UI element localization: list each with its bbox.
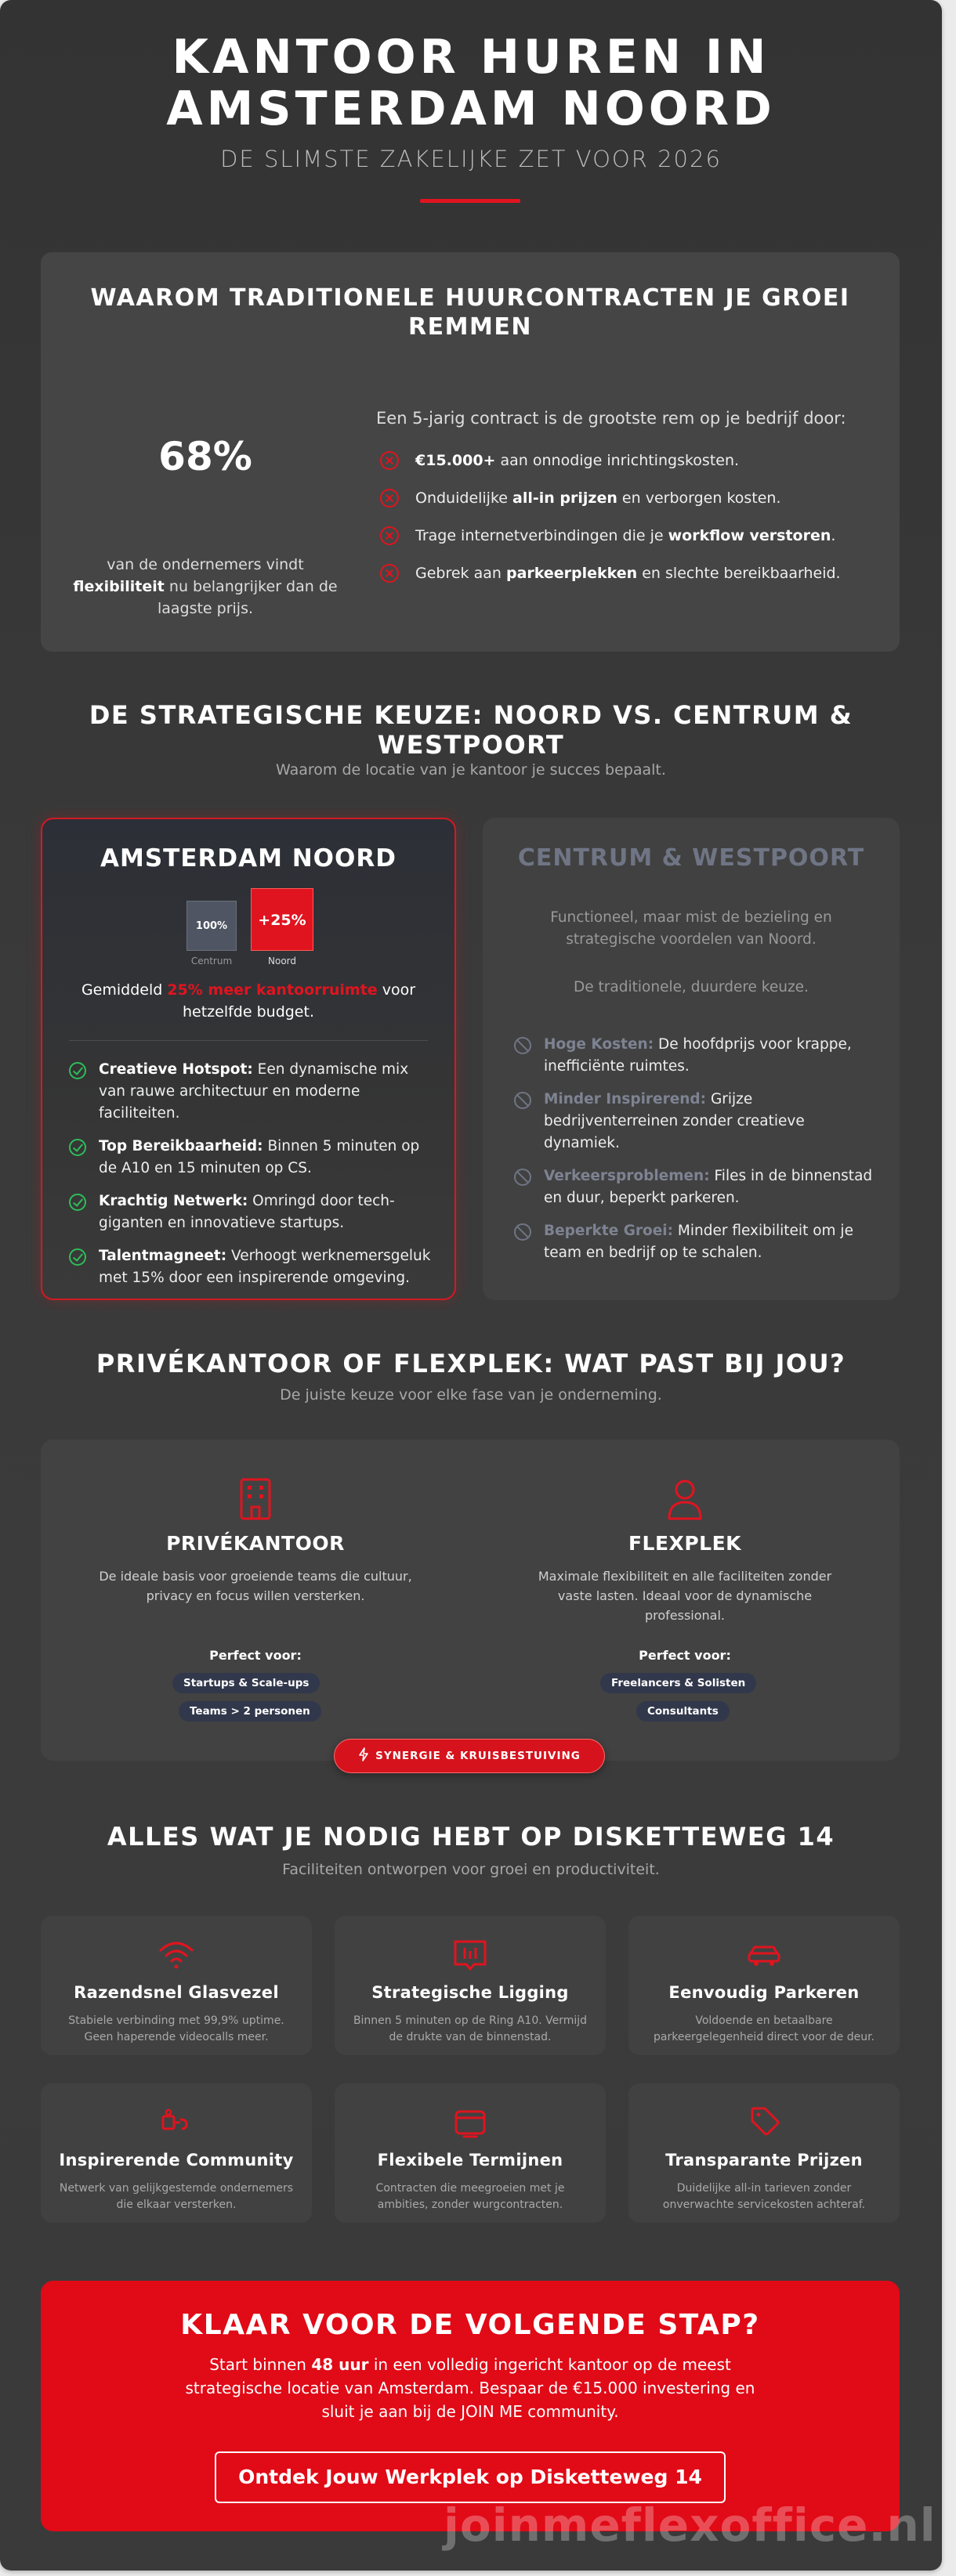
pain-post: en verborgen kosten. — [617, 490, 781, 507]
bolt-icon — [358, 1747, 369, 1761]
ban-icon — [514, 1037, 531, 1054]
tag-pill: Startups & Scale-ups — [172, 1673, 320, 1693]
stat-bold: flexibiliteit — [73, 578, 165, 595]
drawback-text: De hoofdprijs voor krappe, inefficiënte ruimtes. — [544, 1036, 852, 1075]
facility-card — [41, 2083, 312, 2223]
drawback-item — [514, 1165, 882, 1209]
drawback-item — [514, 1220, 882, 1264]
pain-bold: parkeerplekken — [505, 565, 638, 582]
option-description: Maximale flexibiliteit en alle faciliteiten zonder vaste lasten. Ideaal voor de dynamische professional. — [538, 1569, 832, 1623]
facility-card — [628, 1916, 900, 2055]
facilities-title: ALLES WAT JE NODIG HEBT OP DISKETTEWEG 14 — [107, 1822, 835, 1852]
pain-bold: all-in prijzen — [512, 490, 617, 507]
facility-title: Razendsnel Glasvezel — [74, 1983, 279, 2002]
drawback-bold: Hoge Kosten: — [544, 1036, 654, 1053]
benefit-bold: Krachtig Netwerk: — [99, 1193, 248, 1209]
problem-intro: Een 5-jarig contract is de grootste rem op je bedrijf door: — [376, 409, 846, 428]
avg-post: voor hetzelfde budget. — [182, 981, 416, 1021]
building-icon — [235, 1477, 276, 1521]
ban-icon — [514, 1169, 531, 1186]
drawback-bold: Minder Inspirerend: — [544, 1091, 707, 1107]
user-icon — [664, 1477, 705, 1521]
ban-icon — [514, 1223, 531, 1241]
check-circle-icon — [69, 1248, 86, 1266]
strategic-subtitle: Waarom de locatie van je kantoor je succes bepaalt. — [276, 761, 666, 779]
benefit-item — [69, 1136, 437, 1180]
hero-title-line1: KANTOOR HUREN IN — [172, 30, 770, 85]
workspace-card — [41, 1440, 900, 1761]
strategic-title: DE STRATEGISCHE KEUZE: NOORD VS. CENTRUM & WESTPOORT — [89, 700, 853, 760]
benefit-item — [69, 1190, 437, 1234]
centrum-card — [483, 818, 900, 1300]
drawback-item — [514, 1089, 882, 1154]
synergy-badge — [334, 1739, 605, 1773]
cta-section — [41, 2281, 900, 2531]
facility-title: Strategische Ligging — [371, 1983, 569, 2002]
stat-value: 68% — [158, 434, 252, 479]
perfect-label: Perfect voor: — [209, 1648, 302, 1663]
facility-title: Flexibele Termijnen — [377, 2151, 563, 2170]
facility-title: Transparante Prijzen — [665, 2151, 863, 2170]
pain-bold: workflow verstoren — [668, 527, 831, 544]
drawback-text: Files in de binnenstad en duur, beperkt parkeren. — [544, 1168, 873, 1206]
option-title: FLEXPLEK — [628, 1532, 742, 1555]
x-circle-icon — [380, 564, 399, 583]
noord-title: AMSTERDAM NOORD — [100, 844, 397, 873]
benefit-item — [69, 1245, 437, 1289]
option-description: De ideale basis voor groeiende teams die cultuur, privacy en focus willen versterken. — [99, 1569, 412, 1603]
facility-card — [335, 1916, 606, 2055]
tag-pill: Freelancers & Solisten — [600, 1673, 756, 1693]
benefit-text: Binnen 5 minuten op de A10 en 15 minuten op CS. — [99, 1138, 420, 1176]
facility-description: Stabiele verbinding met 99,9% uptime. Geen haperende videocalls meer. — [68, 2014, 284, 2043]
facility-description: Netwerk van gelijkgestemde ondernemers die elkaar versterken. — [59, 2182, 294, 2211]
x-circle-icon — [380, 526, 399, 545]
drawback-bold: Beperkte Groei: — [544, 1223, 674, 1239]
noord-benefits — [69, 1059, 437, 1300]
cta-button[interactable]: Ontdek Jouw Werkplek op Disketteweg 14 — [215, 2451, 726, 2503]
cta-text-pre: Start binnen — [209, 2355, 312, 2374]
pain-post: en slechte bereikbaarheid. — [637, 565, 841, 582]
facility-title: Eenvoudig Parkeren — [668, 1983, 860, 2002]
centrum-title: CENTRUM & WESTPOORT — [517, 844, 865, 872]
hero-title — [0, 31, 942, 135]
benefit-item — [69, 1059, 437, 1125]
perfect-label: Perfect voor: — [639, 1648, 731, 1663]
workspace-subtitle: De juiste keuze voor elke fase van je onderneming. — [280, 1386, 662, 1404]
facility-card — [41, 1916, 312, 2055]
centrum-description: Functioneel, maar mist de bezieling en strategische voordelen van Noord. — [550, 909, 832, 948]
facilities-subtitle: Faciliteiten ontworpen voor groei en productiviteit. — [282, 1861, 660, 1878]
drawback-item — [514, 1034, 882, 1078]
check-circle-icon — [69, 1062, 86, 1079]
check-circle-icon — [69, 1194, 86, 1211]
check-circle-icon — [69, 1139, 86, 1156]
stat-post: nu belangrijker dan de laagste prijs. — [157, 578, 338, 617]
benefit-bold: Top Bereikbaarheid: — [99, 1138, 263, 1154]
centrum-drawbacks — [514, 1034, 882, 1275]
noord-card — [41, 818, 456, 1300]
pain-item — [376, 562, 878, 600]
pain-pre: Gebrek aan — [415, 565, 506, 582]
noord-divider — [69, 1040, 428, 1041]
facility-title: Inspirerende Community — [59, 2151, 294, 2170]
facility-description: Duidelijke all-in tarieven zonder onverwachte servicekosten achteraf. — [662, 2182, 866, 2211]
facility-description: Voldoende en betaalbare parkeergelegenheid direct voor de deur. — [654, 2014, 875, 2043]
avg-pre: Gemiddeld — [81, 981, 168, 999]
hero-subtitle: DE SLIMSTE ZAKELIJKE ZET VOOR 2026 — [220, 146, 722, 172]
benefit-bold: Talentmagneet: — [99, 1248, 227, 1264]
cta-text-post: in een volledig ingericht kantoor op de meest strategische locatie van Amsterdam. Bespaar de €15.000 investering en sluit je aan bij de JOIN ME community. — [185, 2355, 755, 2421]
car-icon — [744, 1938, 784, 1972]
pain-item — [376, 487, 878, 525]
benefit-text: Verhoogt werknemersgeluk met 15% door een inspirerende omgeving. — [99, 1248, 431, 1286]
tag-pill: Teams > 2 personen — [179, 1701, 321, 1722]
ban-icon — [514, 1092, 531, 1109]
drawback-bold: Verkeersproblemen: — [544, 1168, 710, 1184]
cta-text-bold: 48 uur — [311, 2355, 369, 2374]
facility-card — [335, 2083, 606, 2223]
pain-bold: €15.000+ — [415, 452, 496, 469]
drawback-text: Minder flexibiliteit om je team en bedrijf op te schalen. — [544, 1223, 853, 1261]
hero-divider — [420, 199, 520, 203]
facility-description: Binnen 5 minuten op de Ring A10. Vermijd de drukte van de binnenstad. — [353, 2014, 588, 2043]
wifi-icon — [157, 1938, 196, 1972]
bar-noord-label: Noord — [268, 956, 296, 966]
option-title: PRIVÉKANTOOR — [166, 1532, 345, 1555]
benefit-bold: Creatieve Hotspot: — [99, 1061, 253, 1078]
hero-title-line2: AMSTERDAM NOORD — [166, 81, 776, 136]
problem-title: WAAROM TRADITIONELE HUURCONTRACTEN JE GROEI REMMEN — [90, 284, 850, 341]
avg-highlight: 25% meer kantoorruimte — [167, 981, 378, 999]
pain-item — [376, 525, 878, 562]
tag-icon — [744, 2105, 784, 2140]
watermark: joinmeflexoffice.nl — [444, 2498, 936, 2552]
problem-card — [41, 252, 900, 652]
bar-centrum-label: Centrum — [190, 956, 233, 966]
stat-pre: van de ondernemers vindt — [107, 556, 304, 573]
noord-average — [74, 979, 423, 1023]
facility-card — [628, 2083, 900, 2223]
bar-noord: +25% — [251, 888, 313, 951]
facility-description: Contracten die meegroeien met je ambities, zonder wurgcontracten. — [375, 2182, 565, 2211]
pain-list — [376, 450, 878, 600]
x-circle-icon — [380, 451, 399, 470]
pain-item — [376, 450, 878, 487]
map-icon — [451, 1938, 490, 1972]
drawback-text: Grijze bedrijventerreinen zonder creatieve dynamiek. — [544, 1091, 805, 1151]
tag-pill: Consultants — [636, 1701, 730, 1722]
community-icon — [157, 2105, 196, 2140]
pain-post: aan onnodige inrichtingskosten. — [495, 452, 740, 469]
stat-description — [72, 554, 339, 620]
pain-post: . — [831, 527, 836, 544]
workspace-title: PRIVÉKANTOOR OF FLEXPLEK: WAT PAST BIJ JOU? — [96, 1349, 846, 1378]
cta-title: KLAAR VOOR DE VOLGENDE STAP? — [180, 2309, 760, 2341]
calendar-icon — [451, 2105, 490, 2140]
option-privekantoor — [41, 1440, 470, 1761]
x-circle-icon — [380, 489, 399, 508]
centrum-note: De traditionele, duurdere keuze. — [574, 979, 809, 995]
pain-pre: Trage internetverbindingen die je — [415, 527, 668, 544]
synergy-label: SYNERGIE & KRUISBESTUIVING — [375, 1750, 581, 1762]
option-flexplek — [470, 1440, 900, 1761]
benefit-text: Omringd door tech-giganten en innovatieve startups. — [99, 1193, 395, 1231]
bar-centrum: 100% — [186, 901, 237, 951]
benefit-text: Een dynamische mix van rauwe architectuur en moderne faciliteiten. — [99, 1061, 409, 1122]
cta-text — [174, 2353, 766, 2423]
pain-pre: Onduidelijke — [415, 490, 513, 507]
